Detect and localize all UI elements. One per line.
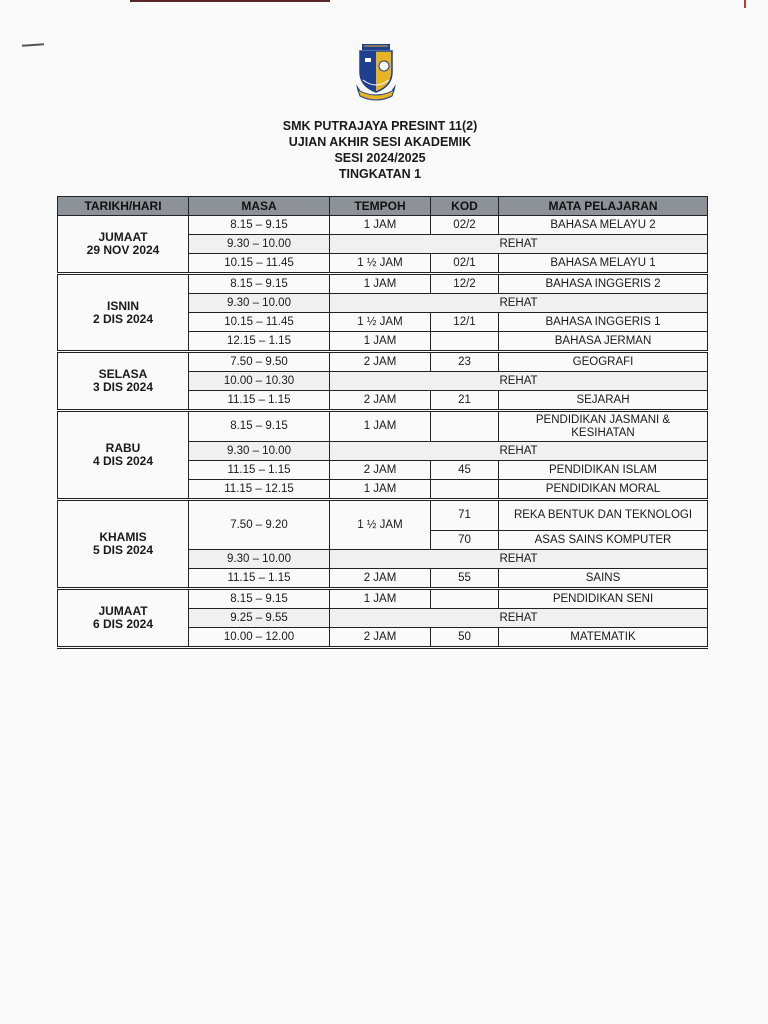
day-name: ISNIN	[106, 298, 139, 313]
day-date: 29 NOV 2024	[86, 243, 160, 257]
top-edge-line	[130, 0, 330, 2]
duration-cell: 1 ½ JAM	[330, 254, 431, 274]
time-cell: 8.15 – 9.15	[189, 216, 330, 235]
table-row	[58, 500, 708, 531]
duration-cell: 1 JAM	[330, 411, 431, 442]
day-cell	[58, 589, 189, 648]
day-name: RABU	[105, 441, 141, 455]
duration-cell: 2 JAM	[330, 628, 431, 648]
subject-cell: REKA BENTUK DAN TEKNOLOGI	[499, 500, 708, 531]
header-date: TARIKH/HARI	[58, 197, 189, 216]
table-row	[58, 216, 708, 235]
code-cell: 70	[431, 531, 499, 550]
code-cell	[431, 332, 499, 352]
duration-cell: 1 JAM	[330, 216, 431, 235]
header-time: MASA	[189, 197, 330, 216]
time-cell: 10.15 – 11.45	[189, 313, 330, 332]
time-cell: 10.15 – 11.45	[189, 254, 330, 274]
break-label: REHAT	[330, 442, 708, 461]
break-label: REHAT	[330, 550, 708, 569]
duration-cell: 2 JAM	[330, 461, 431, 480]
subject-cell: PENDIDIKAN SENI	[499, 589, 708, 609]
subject-cell: SEJARAH	[499, 391, 708, 411]
subject-cell: ASAS SAINS KOMPUTER	[499, 531, 708, 550]
duration-cell: 2 JAM	[330, 569, 431, 589]
day-date: 6 DIS 2024	[92, 617, 154, 631]
table-row	[58, 411, 708, 442]
time-cell: 7.50 – 9.20	[189, 500, 330, 550]
time-cell: 11.15 – 1.15	[189, 391, 330, 411]
margin-dash	[22, 43, 44, 47]
break-label: REHAT	[330, 372, 708, 391]
time-cell: 11.15 – 1.15	[189, 569, 330, 589]
day-date: 3 DIS 2024	[92, 380, 154, 394]
header-duration: TEMPOH	[330, 197, 431, 216]
form-label: TINGKATAN 1	[338, 167, 422, 181]
day-cell	[58, 411, 189, 500]
session-label: SESI 2024/2025	[334, 151, 426, 165]
day-name: KHAMIS	[99, 530, 147, 544]
school-crest-icon	[354, 40, 398, 102]
subject-cell: PENDIDIKAN MORAL	[499, 480, 708, 500]
day-name: SELASA	[98, 367, 148, 381]
duration-cell: 1 ½ JAM	[330, 500, 431, 550]
duration-cell: 2 JAM	[330, 352, 431, 372]
header-code: KOD	[431, 197, 499, 216]
code-cell: 02/1	[431, 254, 499, 274]
time-cell: 7.50 – 9.50	[189, 352, 330, 372]
subject-cell: MATEMATIK	[499, 628, 708, 648]
day-cell	[58, 216, 189, 274]
day-date: 2 DIS 2024	[92, 311, 154, 326]
duration-cell: 1 ½ JAM	[330, 313, 431, 332]
exam-schedule-table	[57, 196, 708, 649]
code-cell: 45	[431, 461, 499, 480]
corner-mark	[744, 0, 746, 8]
time-cell: 11.15 – 1.15	[189, 461, 330, 480]
time-cell: 9.25 – 9.55	[189, 609, 330, 628]
table-row	[58, 589, 708, 609]
code-cell	[431, 480, 499, 500]
code-cell	[431, 589, 499, 609]
time-cell: 11.15 – 12.15	[189, 480, 330, 500]
subject-cell: PENDIDIKAN ISLAM	[499, 461, 708, 480]
day-cell	[58, 352, 189, 411]
code-cell: 23	[431, 352, 499, 372]
duration-cell: 1 JAM	[330, 332, 431, 352]
duration-cell: 2 JAM	[330, 391, 431, 411]
subject-cell: SAINS	[499, 569, 708, 589]
code-cell	[431, 411, 499, 442]
subject-cell: BAHASA JERMAN	[499, 332, 708, 352]
code-cell: 55	[431, 569, 499, 589]
document-heading	[230, 118, 530, 182]
duration-cell: 1 JAM	[330, 589, 431, 609]
time-cell: 12.15 – 1.15	[189, 332, 330, 352]
table-row	[58, 352, 708, 372]
time-cell: 9.30 – 10.00	[189, 294, 330, 313]
school-name: SMK PUTRAJAYA PRESINT 11(2)	[282, 119, 478, 133]
exam-title: UJIAN AKHIR SESI AKADEMIK	[288, 135, 472, 149]
day-name: JUMAAT	[98, 230, 148, 244]
duration-cell: 1 JAM	[330, 480, 431, 500]
code-cell: 50	[431, 628, 499, 648]
subject-cell: BAHASA MELAYU 1	[499, 254, 708, 274]
time-cell: 9.30 – 10.00	[189, 235, 330, 254]
time-cell: 8.15 – 9.15	[189, 589, 330, 609]
code-cell: 21	[431, 391, 499, 411]
code-cell: 12/2	[431, 274, 499, 294]
day-date: 4 DIS 2024	[92, 454, 154, 468]
time-cell: 10.00 – 12.00	[189, 628, 330, 648]
subject-cell: PENDIDIKAN JASMANI & KESIHATAN	[499, 411, 708, 442]
code-cell: 71	[431, 500, 499, 531]
code-cell: 02/2	[431, 216, 499, 235]
header-subject: MATA PELAJARAN	[499, 197, 708, 216]
day-cell	[58, 274, 189, 352]
day-cell	[58, 500, 189, 589]
time-cell: 10.00 – 10.30	[189, 372, 330, 391]
table-row	[58, 274, 708, 294]
day-name: JUMAAT	[98, 604, 148, 618]
table-header-row	[58, 197, 708, 216]
subject-cell: GEOGRAFI	[499, 352, 708, 372]
code-cell: 12/1	[431, 313, 499, 332]
duration-cell: 1 JAM	[330, 274, 431, 294]
subject-cell: BAHASA INGGERIS 2	[499, 274, 708, 294]
time-cell: 9.30 – 10.00	[189, 550, 330, 569]
subject-cell: BAHASA INGGERIS 1	[499, 313, 708, 332]
break-label: REHAT	[330, 235, 708, 254]
subject-cell: BAHASA MELAYU 2	[499, 216, 708, 235]
break-label: REHAT	[330, 609, 708, 628]
day-date: 5 DIS 2024	[92, 543, 154, 557]
time-cell: 9.30 – 10.00	[189, 442, 330, 461]
time-cell: 8.15 – 9.15	[189, 274, 330, 294]
time-cell: 8.15 – 9.15	[189, 411, 330, 442]
break-label: REHAT	[330, 294, 708, 313]
